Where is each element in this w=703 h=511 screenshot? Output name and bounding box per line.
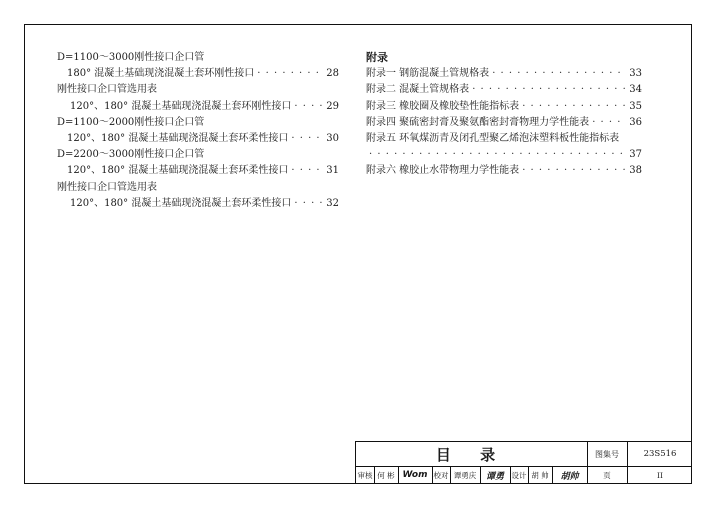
dot-leader: [592, 115, 625, 131]
appendix-entry-page: 36: [629, 116, 642, 128]
appendix-entry: [366, 66, 642, 82]
dot-leader: [294, 99, 322, 115]
toc-entry-page: 32: [326, 197, 339, 209]
toc-entry-text: 120°、180° 混凝土基础现浇混凝土套环刚性接口: [70, 100, 292, 112]
design-signature: 胡帅: [552, 466, 588, 484]
appendix-entry: [366, 131, 642, 147]
toc-entry: [57, 131, 339, 147]
appendix-entry-page: 37: [629, 149, 642, 161]
appendix-entry-page: 34: [629, 84, 642, 96]
dot-leader: [492, 66, 625, 82]
dot-leader: [291, 131, 322, 147]
toc-entry-page: 31: [326, 165, 339, 177]
toc-entry-page: 30: [326, 132, 339, 144]
dot-leader: [369, 147, 625, 163]
toc-entry-page: 29: [326, 100, 339, 112]
appendix-entry-text: 附录二 混凝土管规格表: [366, 84, 470, 96]
page-number: II: [657, 470, 663, 480]
appendix-entry-page: 38: [629, 165, 642, 177]
toc-entry-text: 120°、180° 混凝土基础现浇混凝土套环柔性接口: [70, 197, 292, 209]
dot-leader: [522, 163, 625, 179]
toc-section-header: 刚性接口企口管选用表: [57, 181, 157, 193]
dot-leader: [257, 66, 322, 82]
appendix-entry-text: 附录六 橡胶止水带物理力学性能表: [366, 165, 520, 177]
appendix-entry: [366, 82, 642, 98]
appendix-entry-text: 附录一 钢筋混凝土管规格表: [366, 68, 490, 80]
review-label: 审核: [356, 466, 375, 484]
toc-entry-text: 120°、180° 混凝土基础现浇混凝土套环柔性接口: [67, 165, 289, 177]
design-name: 胡 帅: [528, 466, 553, 484]
page-label: 页: [587, 466, 628, 484]
toc-section-header: 刚性接口企口管选用表: [57, 84, 157, 96]
appendix-heading: 附录: [366, 51, 388, 64]
appendix-entry-page: 35: [629, 100, 642, 112]
title-block-title: 目 录: [356, 442, 588, 466]
appendix-entry-text: 附录三 橡胶圈及橡胶垫性能指标表: [366, 100, 520, 112]
review-signature: Wom: [398, 466, 433, 484]
toc-entry: [57, 66, 339, 82]
appendix-entry-page: 33: [629, 68, 642, 80]
design-label: 设计: [510, 466, 529, 484]
toc-entry: [57, 99, 339, 115]
appendix-entry-text: 附录四 聚硫密封膏及聚氨酯密封膏物理力学性能表: [366, 116, 590, 128]
toc-section-header: D=1100～3000刚性接口企口管: [57, 52, 205, 63]
toc-left-column: [57, 50, 339, 212]
dot-leader: [294, 196, 322, 212]
toc-entry-text: 180° 混凝土基础现浇混凝土套环刚性接口: [67, 68, 255, 80]
appendix-entry: [366, 147, 642, 163]
dot-leader: [472, 82, 625, 98]
toc-entry: [57, 196, 339, 212]
appendix-entry: [366, 163, 642, 179]
toc-entry-text: 120°、180° 混凝土基础现浇混凝土套环柔性接口: [67, 132, 289, 144]
toc-entry-page: 28: [326, 68, 339, 80]
toc-section-header: D=2200～3000刚性接口企口管: [57, 149, 205, 161]
dot-leader: [522, 99, 625, 115]
appendix-entry-text: 附录五 环氧煤沥青及闭孔型聚乙烯泡沫塑料板性能指标表: [366, 132, 620, 144]
appendix-entry: [366, 99, 642, 115]
check-signature: 谭勇: [480, 466, 511, 484]
appendix-entry: [366, 115, 642, 131]
toc-right-column: [366, 50, 642, 180]
toc-section-header: D=1100～2000刚性接口企口管: [57, 116, 205, 128]
toc-entry: [57, 163, 339, 179]
atlas-number: 23S516: [643, 449, 677, 459]
dot-leader: [291, 163, 322, 179]
review-name: 何 彬: [374, 466, 399, 484]
title-block: [355, 441, 692, 484]
atlas-number-label: 图集号: [587, 442, 628, 466]
check-label: 校对: [432, 466, 451, 484]
check-name: 谭勇庆: [450, 466, 481, 484]
